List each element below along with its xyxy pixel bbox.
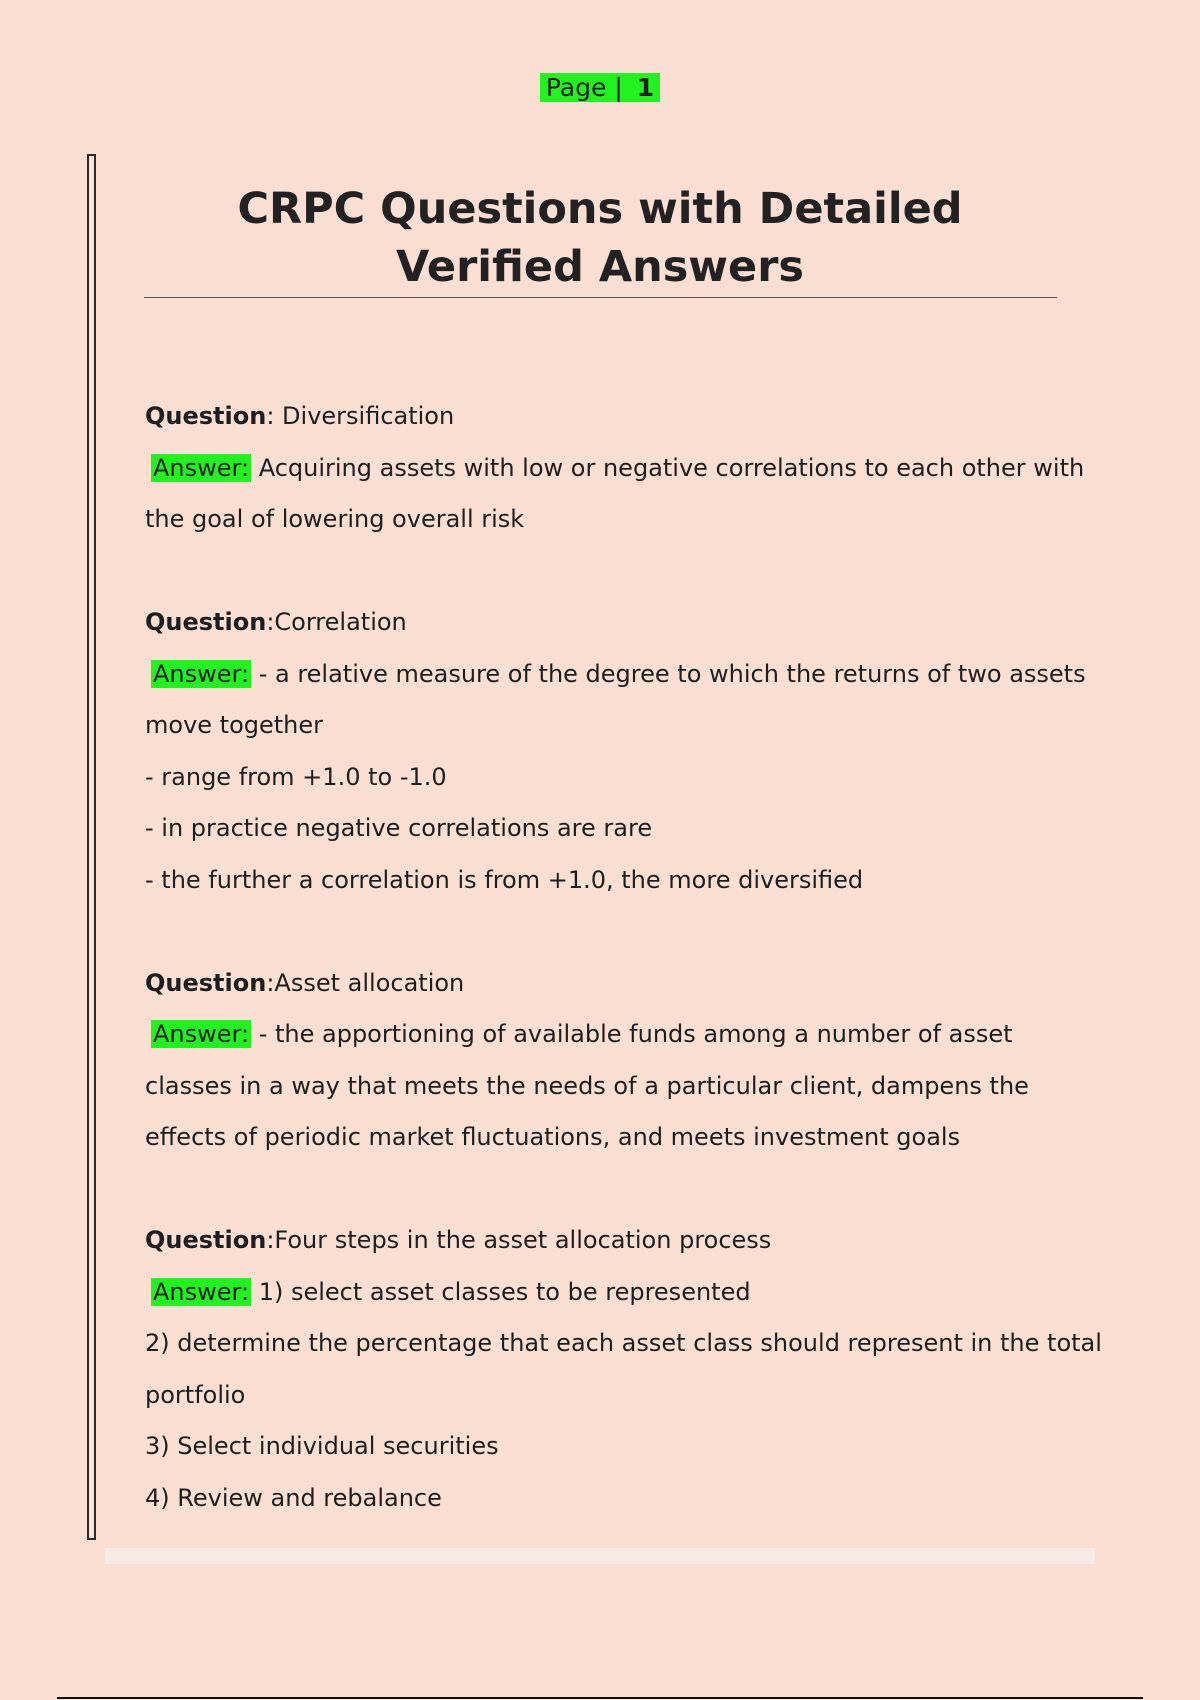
answer-label: Answer:: [153, 453, 250, 482]
answer-label: Answer:: [153, 659, 250, 688]
answer-text: move together: [145, 711, 324, 739]
answer-line: [145, 1370, 1075, 1422]
answer-line: [145, 1473, 1075, 1525]
bottom-strip: [105, 1548, 1095, 1564]
question-text: Asset allocation: [274, 968, 465, 997]
answer-line: [145, 1112, 1075, 1164]
question-text: Correlation: [274, 608, 407, 636]
qa-block: [145, 958, 1075, 1164]
qa-block: [145, 1215, 1102, 1524]
question-separator: :: [266, 402, 283, 430]
answer-line: [145, 1267, 1075, 1319]
left-border-bar: [87, 154, 96, 1540]
answer-line: [145, 752, 1075, 804]
answer-text: - a relative measure of the degree to which the returns of two assets: [251, 659, 1086, 688]
answer-text: - the apportioning of available funds among a number of asset: [251, 1020, 1013, 1048]
answer-text: Acquiring assets with low or negative correlations to each other with: [251, 453, 1085, 482]
answer-text: the goal of lowering overall risk: [145, 505, 525, 533]
answer-line: [145, 1061, 1075, 1113]
qa-block: [145, 597, 1086, 906]
answer-text: classes in a way that meets the needs of a particular client, dampens the: [145, 1071, 1029, 1100]
qa-block: [145, 391, 1085, 546]
answer-line: [145, 1318, 1102, 1370]
question-label: Question: [145, 402, 267, 430]
answer-label: Answer:: [153, 1020, 250, 1048]
document-title: CRPC Questions with Detailed Verified Answers: [237, 184, 963, 292]
answer-line: [145, 1009, 1075, 1061]
footer-rule: [57, 1697, 1143, 1699]
question-label: Question: [145, 968, 267, 997]
qa-content: [145, 391, 1102, 1576]
question-text: Four steps in the asset allocation process: [274, 1226, 772, 1254]
question-text: Diversification: [282, 402, 455, 430]
question-label: Question: [145, 608, 267, 636]
answer-text: effects of periodic market fluctuations, and meets investment goals: [145, 1123, 961, 1151]
answer-text: portfolio: [145, 1380, 246, 1409]
page-header: [0, 70, 1200, 106]
answer-line: [145, 855, 1075, 907]
answer-line: [145, 443, 1085, 495]
question-separator: :: [266, 1226, 275, 1254]
question-line: [145, 1215, 1075, 1267]
answer-line: [145, 649, 1086, 701]
answer-line: [145, 700, 1075, 752]
question-separator: :: [266, 608, 275, 636]
page-number: 1: [634, 73, 657, 102]
answer-text: 2) determine the percentage that each asset class should represent in the total: [145, 1329, 1102, 1357]
answer-text: 4) Review and rebalance: [145, 1483, 442, 1512]
question-line: [145, 597, 1075, 649]
answer-text: - in practice negative correlations are rare: [145, 814, 653, 842]
answer-text: 1) select asset classes to be represented: [251, 1277, 751, 1306]
answer-text: 3) Select individual securities: [145, 1432, 499, 1460]
answer-text: - range from +1.0 to -1.0: [145, 762, 447, 791]
question-separator: :: [266, 968, 275, 997]
question-line: [145, 958, 1075, 1010]
answer-line: [145, 494, 1075, 546]
page-label: [540, 73, 660, 102]
title-underline: [144, 297, 1057, 298]
answer-label: Answer:: [153, 1277, 250, 1306]
answer-line: [145, 1421, 1075, 1473]
question-label: Question: [145, 1226, 267, 1254]
page-label-text: Page |: [543, 73, 626, 102]
answer-text: - the further a correlation is from +1.0, the more diversified: [145, 865, 864, 894]
question-line: [145, 391, 1075, 443]
answer-line: [145, 803, 1075, 855]
